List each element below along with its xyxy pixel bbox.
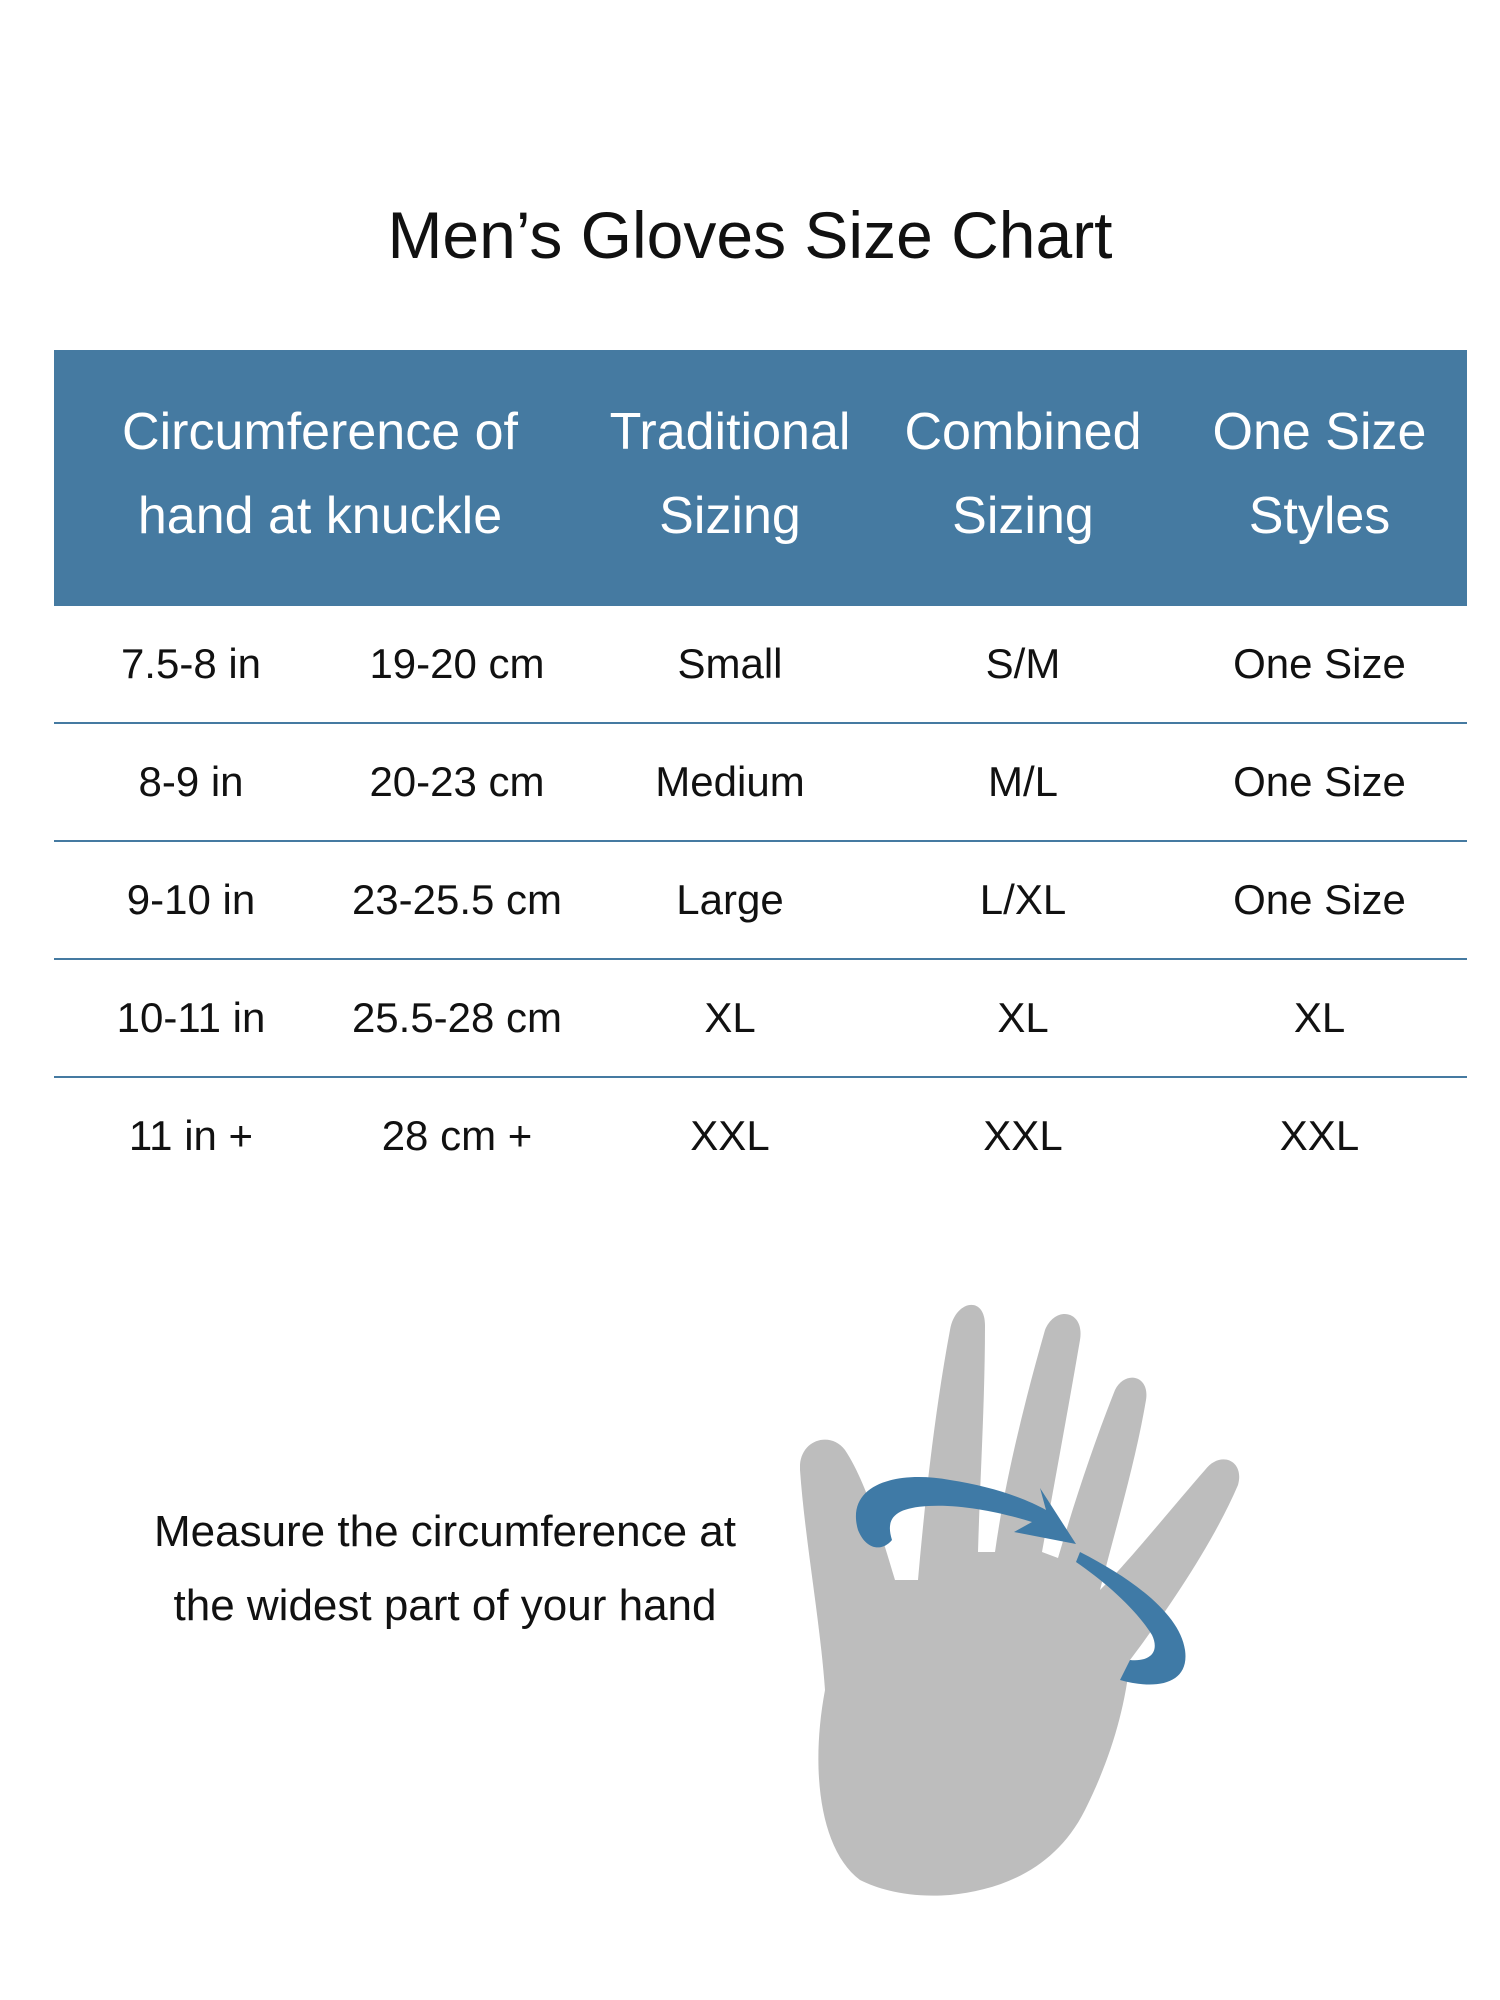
cell-traditional: Small <box>677 640 783 687</box>
cell-traditional: Medium <box>655 758 805 805</box>
cell-centimeters: 20-23 cm <box>369 758 545 805</box>
header-one-size-line-1: One Size <box>1212 403 1427 461</box>
table-row <box>54 724 1467 842</box>
table-row <box>54 960 1467 1078</box>
measure-instruction-line-2: the widest part of your hand <box>173 1581 717 1630</box>
cell-centimeters: 19-20 cm <box>369 640 545 687</box>
cell-centimeters: 25.5-28 cm <box>351 994 563 1041</box>
measure-instruction <box>110 1495 780 1643</box>
header-combined-sizing <box>874 390 1172 558</box>
cell-inches: 9-10 in <box>126 876 256 923</box>
header-combined-line-2: Sizing <box>952 487 1094 545</box>
header-traditional-sizing <box>586 390 874 558</box>
cell-combined: L/XL <box>979 876 1067 923</box>
table-header <box>54 350 1467 606</box>
hand-measure-illustration <box>800 1290 1260 1910</box>
table-row <box>54 1078 1467 1194</box>
cell-inches: 8-9 in <box>138 758 244 805</box>
cell-one-size: XL <box>1293 994 1346 1041</box>
hand-icon <box>800 1305 1239 1896</box>
cell-combined: XL <box>997 994 1049 1041</box>
cell-centimeters: 28 cm + <box>381 1112 533 1159</box>
header-circumference-line-1: Circumference of <box>122 403 518 461</box>
header-one-size-line-2: Styles <box>1248 487 1391 545</box>
header-one-size-styles <box>1172 390 1467 558</box>
header-traditional-line-2: Sizing <box>659 487 801 545</box>
cell-combined: M/L <box>987 758 1058 805</box>
cell-one-size: One Size <box>1233 640 1406 687</box>
header-traditional-line-1: Traditional <box>609 403 851 461</box>
cell-traditional: XL <box>704 994 756 1041</box>
cell-centimeters: 23-25.5 cm <box>351 876 563 923</box>
page-title: Men’s Gloves Size Chart <box>387 198 1113 272</box>
header-circumference-line-2: hand at knuckle <box>137 487 503 545</box>
cell-inches: 11 in + <box>128 1112 254 1159</box>
cell-one-size: One Size <box>1233 876 1406 923</box>
measure-instruction-line-1: Measure the circumference at <box>153 1507 737 1556</box>
table-row <box>54 606 1467 724</box>
cell-one-size: XXL <box>1279 1112 1360 1159</box>
cell-inches: 7.5-8 in <box>120 640 262 687</box>
cell-combined: S/M <box>985 640 1061 687</box>
cell-inches: 10-11 in <box>116 994 266 1041</box>
size-table <box>54 350 1467 1194</box>
cell-traditional: XXL <box>690 1112 770 1159</box>
table-row <box>54 842 1467 960</box>
header-circumference <box>54 390 586 558</box>
header-combined-line-1: Combined <box>904 403 1142 461</box>
cell-one-size: One Size <box>1233 758 1406 805</box>
cell-combined: XXL <box>983 1112 1063 1159</box>
cell-traditional: Large <box>676 876 784 923</box>
